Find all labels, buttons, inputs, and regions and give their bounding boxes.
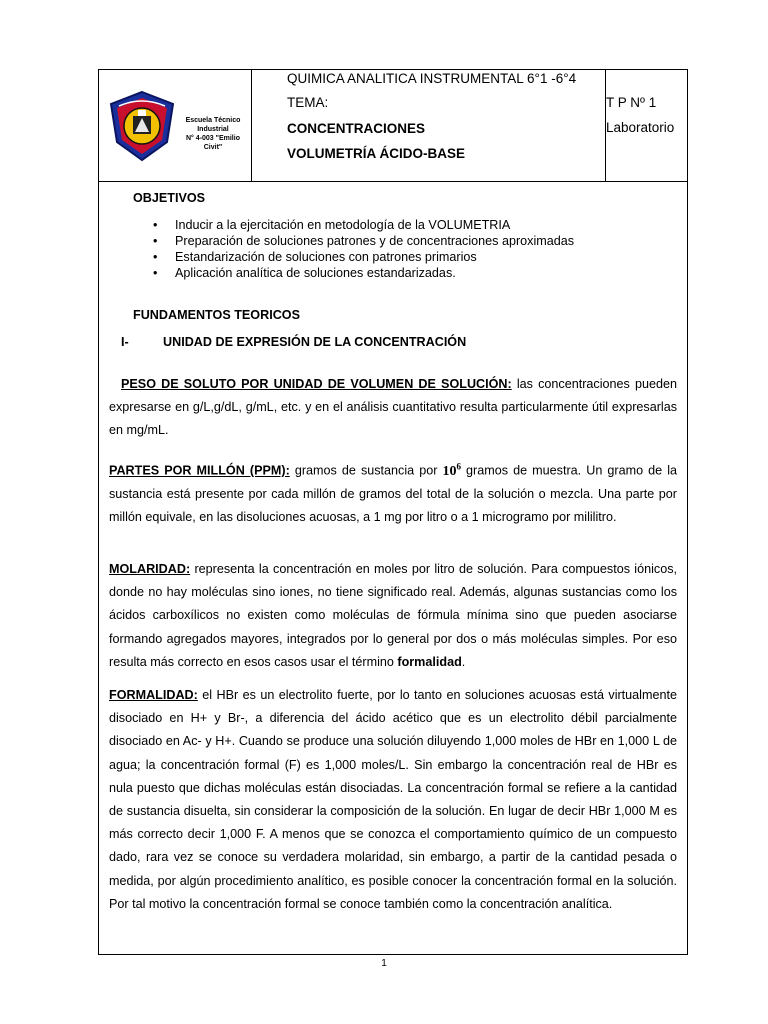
paragraph-peso [109,373,677,443]
lab-label: Laboratorio [606,120,675,135]
school-name-line2: N° 4-003 "Emilio Civit" [186,135,240,151]
tp-number: T P Nº 1 [606,95,657,110]
text-formalidad: el HBr es un electrolito fuerte, por lo tanto en soluciones acuosas está virtualmente disociado en H+ y Br-, a diferencia del ácido acético que es un electrolito débil parcialmente disociado en Ac- y H+. Cuando se produce una solución diluyendo 1,000 moles de HBr en 1,000 L de agua; la concentración formal (F) es 1,000 moles/L. Sin embargo la concentración real de HBr es nula puesto que dichas moléculas están disociadas. La concentración formal se refiere a la cantidad de sustancia disuelta, sin considerar la composición de la solución. En lugar de decir HBr 1,000 M es más correcto decir 1,000 F. A menos que se conozca el comportamiento químico de un compuesto dado, rara vez se conoce su verdadera molaridad, sin embargo, a partir de la cantidad pesada o medida, por algún procedimiento analítico, es posible conocer la concentración formal en la solución. Por tal motivo la concentración formal se conoce también como la concentración analítica. [109,688,677,911]
text-peso: las concentraciones pueden expresarse en g/L,g/dL, g/mL, etc. y en el análisis cuantitativo resulta particularmente útil expresarlas en mg/mL. [109,377,677,438]
section-title: UNIDAD DE EXPRESIÓN DE LA CONCENTRACIÓN [163,335,467,349]
text-ppm-2: gramos de muestra. Un gramo de la sustancia está presente por cada millón de gramos del total de la solución o mezcla. Una parte por millón equivale, en las disoluciones acuosas, a 1 mg por litro o a 1 microgramo por mililitro. [109,463,678,525]
list-item: • Aplicación analítica de soluciones estandarizadas. [139,265,574,281]
text-ppm-1: gramos de sustancia por [289,463,443,478]
list-item: • Inducir a la ejercitación en metodología de la VOLUMETRIA [139,217,574,233]
objetivos-list [139,217,574,281]
logo-cell [99,70,252,181]
term-formalidad: FORMALIDAD: [109,688,198,702]
paragraph-formalidad [109,684,677,916]
page-number: 1 [381,958,387,969]
subject-title: QUIMICA ANALITICA INSTRUMENTAL 6°1 -6°4 [287,71,577,86]
text-molaridad-end: . [461,654,466,669]
document-frame [98,69,688,955]
objetivos-heading: OBJETIVOS [133,191,206,205]
header-row [99,70,687,182]
text-molaridad: representa la concentración en moles por litro de solución. Para compuestos iónicos, donde no hay moléculas sino iones, no tiene significado real. Además, algunas sustancias como los ácidos carboxílicos no existen como moléculas de fórmula mínima sino que pueden asociarse formando agregados mayores, integrados por lo general por dos o más moléculas simples. Por eso resulta más correcto en esos casos usar el término [109,562,677,669]
topic-concentraciones: CONCENTRACIONES [287,121,426,136]
school-name-line1: Escuela Técnico Industrial [185,117,241,133]
paragraph-molaridad [109,558,677,674]
ppm-exponent: 6 [456,461,461,471]
topic-volumetria: VOLUMETRÍA ÁCIDO-BASE [287,146,465,161]
tp-cell [605,70,688,181]
list-item: • Preparación de soluciones patrones y de concentraciones aproximadas [139,233,574,249]
fundamentos-heading: FUNDAMENTOS TEORICOS [133,308,300,322]
school-name [177,116,249,152]
term-ppm: PARTES POR MILLÓN (PPM): [109,463,290,478]
tema-label: TEMA: [287,95,329,110]
section-number: I- [121,335,129,349]
term-formalidad-inline: formalidad [397,654,462,669]
list-item: • Estandarización de soluciones con patrones primarios [139,249,574,265]
school-emblem-icon [107,90,177,162]
ppm-power [442,461,461,479]
paragraph-ppm [109,455,677,529]
term-peso: PESO DE SOLUTO POR UNIDAD DE VOLUMEN DE SOLUCIÓN: [121,377,512,391]
term-molaridad: MOLARIDAD: [109,562,191,576]
ppm-base: 10 [442,463,457,479]
